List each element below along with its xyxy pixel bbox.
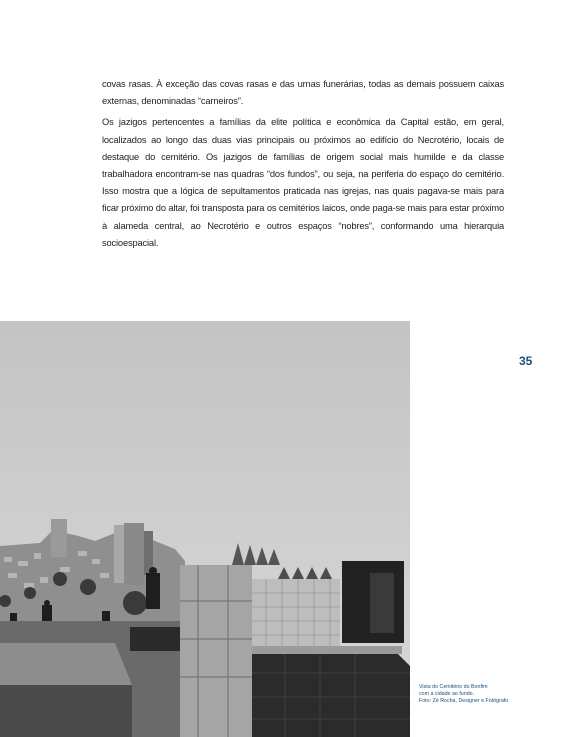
caption-line-2: com a cidade ao fundo.: [419, 691, 475, 697]
caption-line-1: Vista do Cemitério do Bonfim: [419, 684, 488, 690]
body-text: [102, 76, 504, 252]
caption-line-3: Foto: Zé Rocha, Designer e Fotógrafo: [419, 698, 509, 704]
photo-caption: [419, 684, 559, 705]
paragraph-1: covas rasas. À exceção das covas rasas e das urnas funerárias, todas as demais possuem caixas externas, denominadas “carneiros”.: [102, 79, 504, 107]
cemetery-photo: [0, 321, 410, 737]
page-number: 35: [519, 354, 533, 368]
paragraph-2: Os jazigos pertencentes a famílias da elite política e econômica da Capital estão, em geral, localizados ao longo das duas vias principais ou próximos ao edifício do Necrotério, locais de destaque do cemitério. Os jazigos de famílias de origem social mais humilde e da classe trabalhadora encontram-se nas quadras “dos fundos”, ou seja, na periferia do espaço do cemitério. Isso mostra que a lógica de sepultamentos praticada nas igrejas, nas quais pagava-se mais para ficar próximo do altar, foi transposta para os cemitérios laicos, onde paga-se mais para estar próximo à alameda central, ao Necrotério e outros espaços “nobres”, conformando uma hierarquia socioespacial.: [102, 117, 504, 248]
